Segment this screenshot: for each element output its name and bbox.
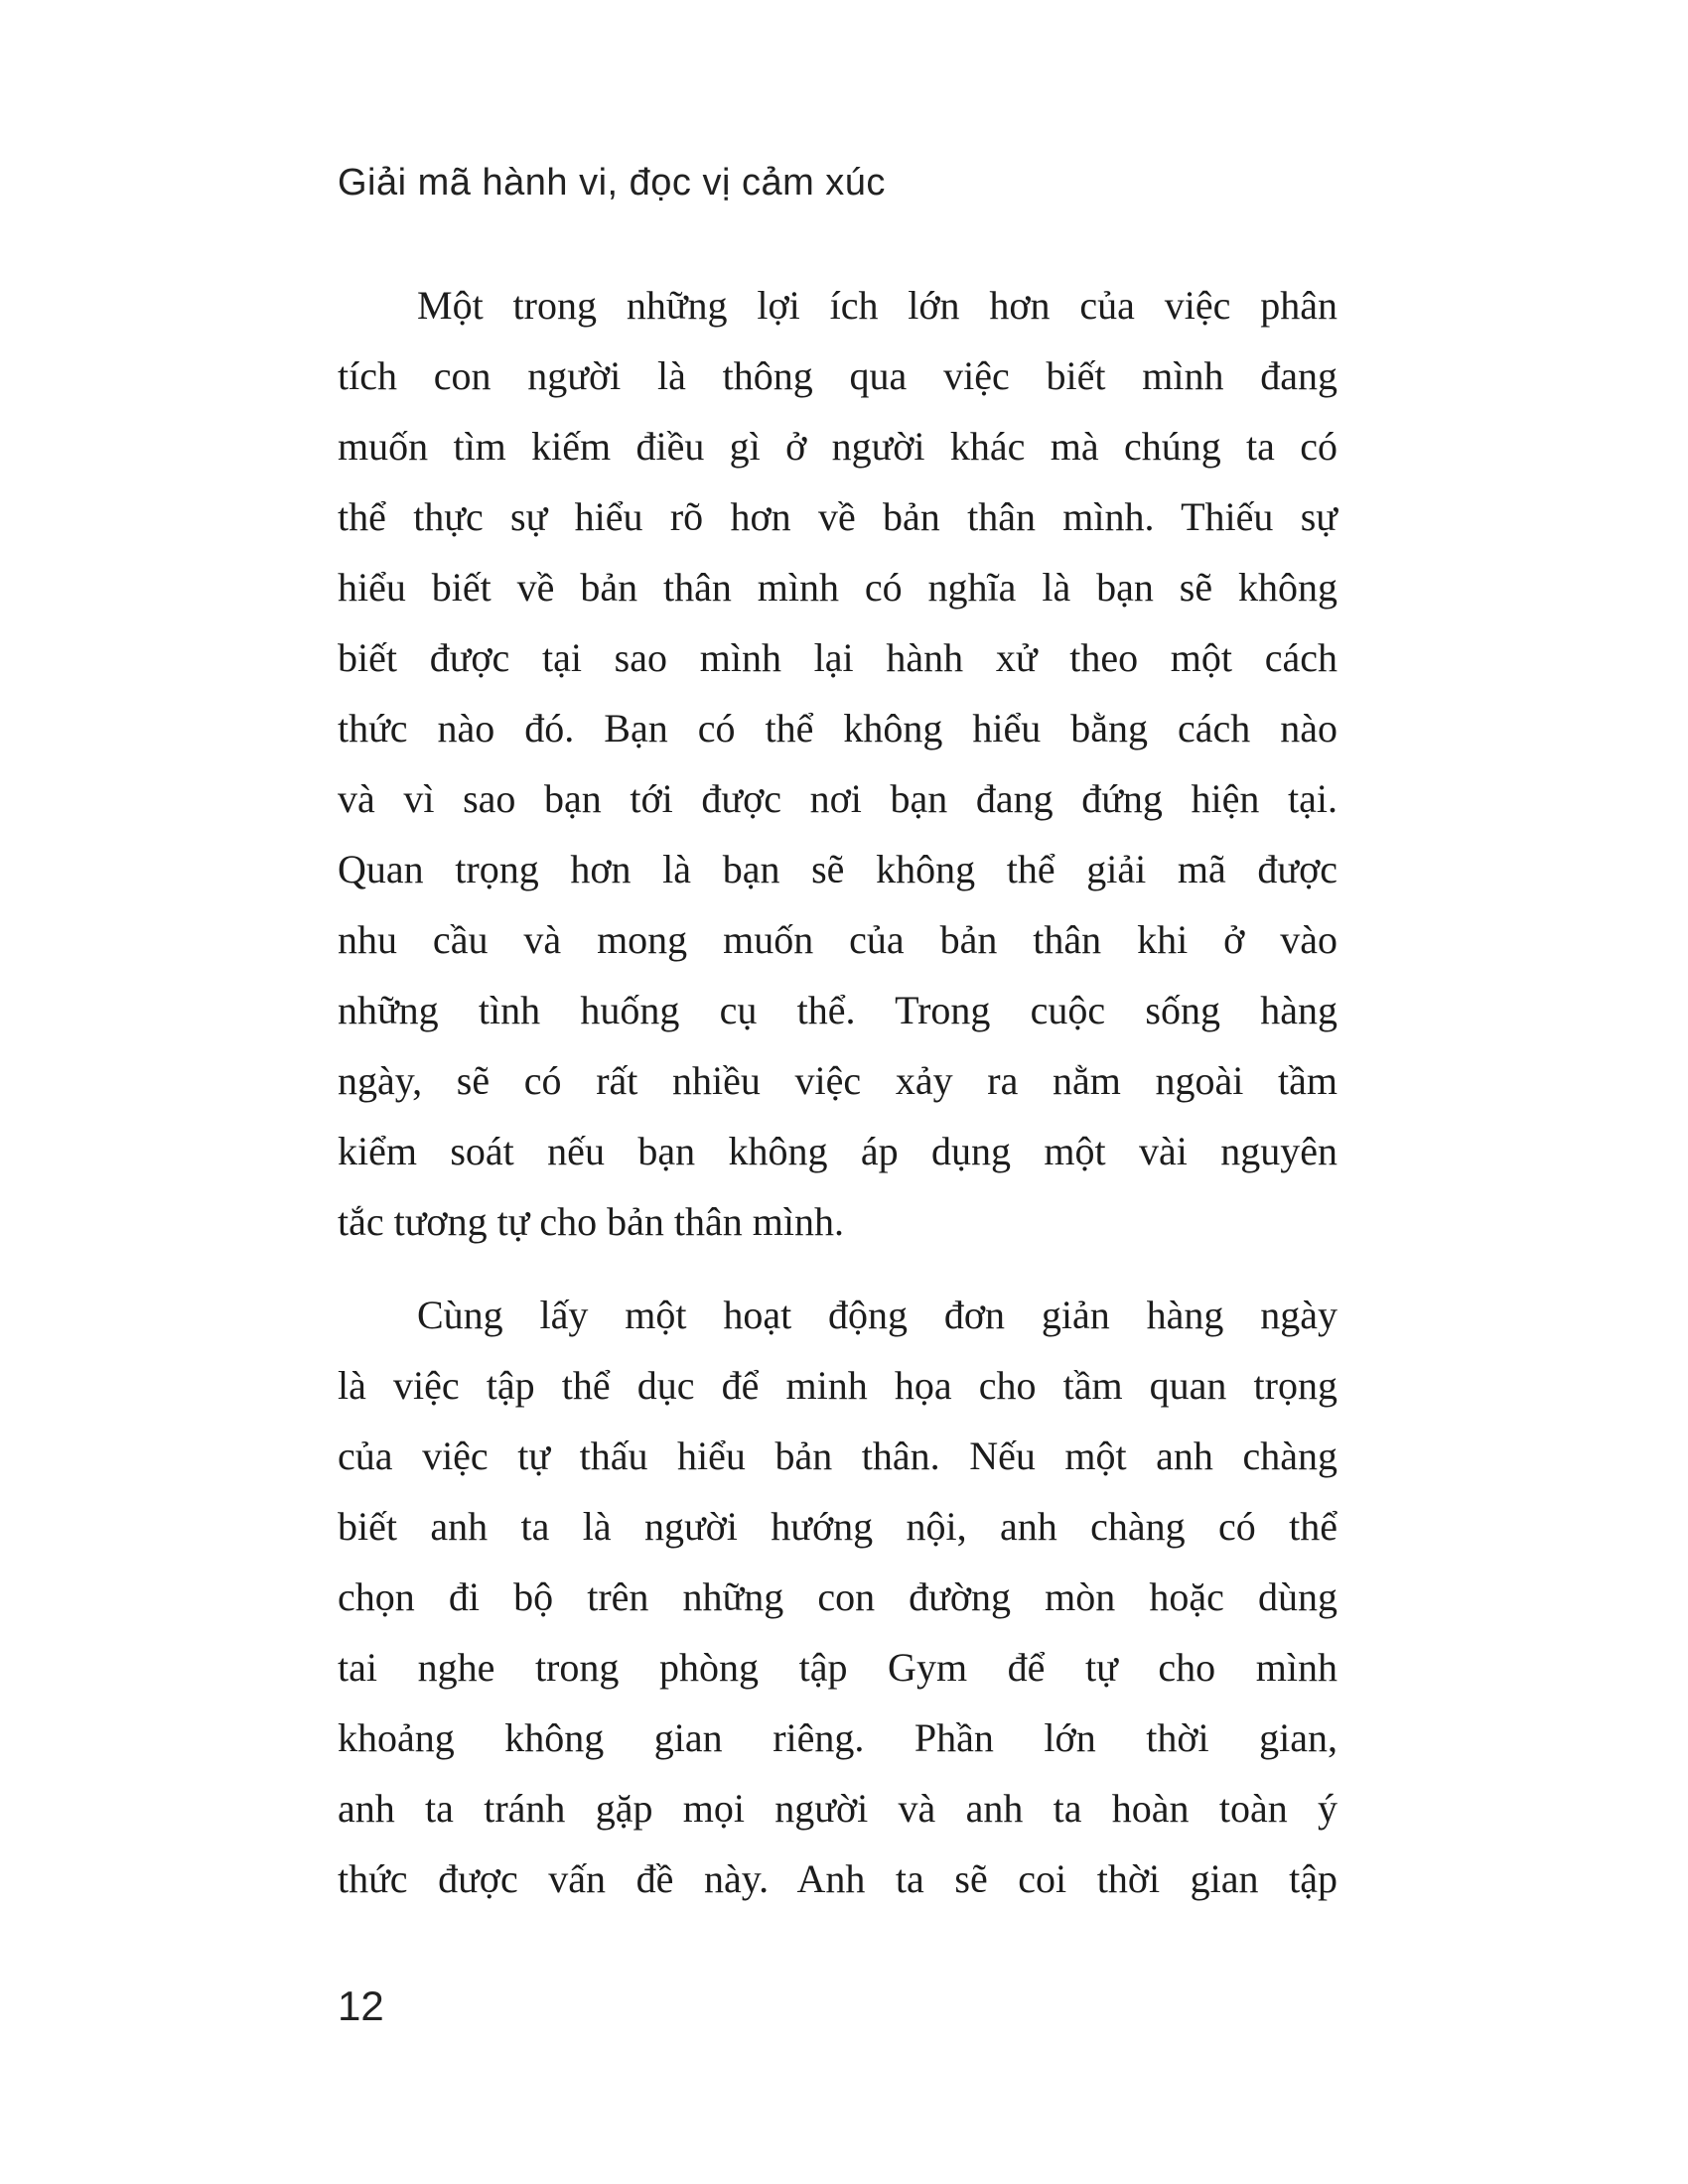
page-number: 12 [338,1982,384,2029]
text-line: là việc tập thể dục để minh họa cho tầm quan trọng [338,1363,1337,1408]
text-line: anh ta tránh gặp mọi người và anh ta hoàn toàn ý [338,1786,1337,1831]
text-line: muốn tìm kiếm điều gì ở người khác mà chúng ta có [338,424,1337,469]
text-line: thức được vấn đề này. Anh ta sẽ coi thời gian tập [338,1856,1337,1901]
text-line: kiểm soát nếu bạn không áp dụng một vài nguyên [338,1129,1337,1173]
text-line: hiểu biết về bản thân mình có nghĩa là bạn sẽ không [338,565,1337,610]
text-line: thể thực sự hiểu rõ hơn về bản thân mình. Thiếu sự [338,494,1337,539]
text-line: và vì sao bạn tới được nơi bạn đang đứng hiện tại. [338,776,1337,821]
text-line: khoảng không gian riêng. Phần lớn thời gian, [338,1715,1337,1760]
text-line: tai nghe trong phòng tập Gym để tự cho mình [338,1645,1337,1690]
text-line: biết anh ta là người hướng nội, anh chàng có thể [338,1504,1337,1549]
text-line: chọn đi bộ trên những con đường mòn hoặc dùng [338,1574,1337,1619]
text-line: ngày, sẽ có rất nhiều việc xảy ra nằm ngoài tầm [338,1058,1337,1103]
text-line: tích con người là thông qua việc biết mình đang [338,353,1337,398]
running-header: Giải mã hành vi, đọc vị cảm xúc [338,162,886,204]
text-line: Một trong những lợi ích lớn hơn của việc phân [417,283,1337,328]
text-line: những tình huống cụ thể. Trong cuộc sống hàng [338,988,1337,1032]
paragraph [338,270,1337,1257]
page-body [338,270,1337,1914]
text-line: Cùng lấy một hoạt động đơn giản hàng ngày [417,1293,1337,1337]
text-line: tắc tương tự cho bản thân mình. [338,1199,844,1244]
text-line: Quan trọng hơn là bạn sẽ không thể giải mã được [338,847,1337,891]
text-line: của việc tự thấu hiểu bản thân. Nếu một anh chàng [338,1433,1337,1478]
text-line: thức nào đó. Bạn có thể không hiểu bằng cách nào [338,706,1337,751]
paragraph [338,1280,1337,1914]
text-line: nhu cầu và mong muốn của bản thân khi ở vào [338,917,1337,962]
text-line: biết được tại sao mình lại hành xử theo một cách [338,635,1337,680]
